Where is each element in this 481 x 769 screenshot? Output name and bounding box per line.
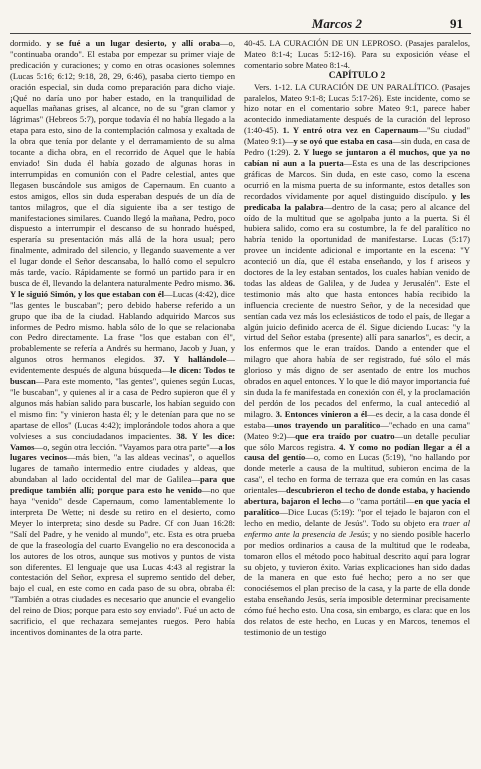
text-run: —"Su ciudad" (Mateo 9:1)— xyxy=(244,125,470,147)
commentary-paragraph xyxy=(10,38,235,638)
verse-text: a los lugares vecinos xyxy=(10,441,235,463)
section-title: Vers. 1-12. LA CURACIÓN DE UN PARALÍTICO. xyxy=(254,81,439,92)
section-title: 40-45. LA CURACIÓN DE UN LEPROSO. xyxy=(244,38,403,48)
text-run: —o, como en Lucas (5:19), "no hallando por donde meterle a causa de la multitud, subieron encima de la casa", el techo en forma de terraza que era común en las casas orientales— xyxy=(244,452,470,496)
commentary-paragraph xyxy=(244,82,470,638)
verse-text: que era traído por cuatro xyxy=(295,430,395,441)
page-header xyxy=(10,6,471,32)
text-run: —evidentemente después de alguna búsqueda— xyxy=(10,354,235,376)
verse-text: y les predicaba la palabra xyxy=(244,190,470,212)
text-run: (Pasajes paralelos, Mateo 9:1-8; Lucas 5:17-26). Este incidente, como se hizo notar en el comentario sobre Mateo 9:1, parece haber acontecido inmediatamente después de la curación del leproso (1:40-45). xyxy=(244,81,470,136)
verse-text: 4. Y como no podían llegar a él a causa del gentío xyxy=(244,441,470,463)
page-number: 91 xyxy=(450,16,463,31)
text-run: —no que haya "venido" desde Capernaum, como lamentablemente lo interpreta De Wette; ni desde su retiro en el desierto, como Meyer lo interpreta; sino desde su Padre. Cf con Juan 16:28: "Salí del Padre, y he venido al mundo", etc. Esta es otra prueba de que la fraseología del cuarto Evangelio no era desconocida a los autores de los otros, aunque sus motivos y puntos de vista son diferentes. El lenguaje que usa Lucas 4:43 al registrar la contestación del Señor, expresa el supremo sentido del deber, bajo el cual, en este como en cada paso de su obra, obraba él: "También a otras ciudades es necesario que anuncie el evangelio del reino de Dios; porque para esto soy enviado". Fué un acto de sacrificio, el que rechazara semejantes ruegos. Pero había incentivos dominantes de la otra parte. xyxy=(10,485,235,637)
text-run: —o, "continuaba orando". El estaba por empezar su primer viaje de predicación y curaciones; y como en otras ocasiones solemnes (Lucas 5:16; 6:12; 9:18, 28, 29, 6:46), pasaba cierto tiempo en oración especial, sin duda como preparación para dicho viaje. ¡Qué no daría uno por haber estado, en la tranquilidad de aquellas mañanas grises, al alcance, no de su "gran clamor y lágrimas" (Hebreos 5:7), porque todavía él no había llegado a la etapa para esto, sino de la contemplación calmosa y exaltada de la obra que tenía por delante y el derramamiento de su alma tocante a dicha obra, en el recorrido de Aquel que le había enviado! Sin duda él había gozado de algunas horas in interrumpidas en comunión con el Padre celestial, antes que llegasen buscándole sus amigos de Capernaum. En cuanto a estos amigos, ellos sin duda esperaban después de un día de tantos milagros, que el día siguiente iba a ser testigo de manifestaciones similares. Cuando llegó la mañana, Pedro, poco dispuesto a interrumpir el descanso de su honrado huésped, esperaría su presentación más allá de la hora usual; pero finalmente, admirado del silencio, y llegando suavemente a ver el lugar donde el Señor descansaba, lo halló como el sepulcro más tarde, vacío. Rápidamente se formó un partido para ir en busca de él, llevando la delantera naturalmente Pedro mismo. xyxy=(10,38,235,288)
text-run: (Pasajes paralelos, Mateo 8:1-4; Lucas 5:12-16). Para su exposición véase el comentario sobre Mateo 8:1-4. xyxy=(244,38,470,70)
text-run: —sin duda, en casa de Pedro (1:29). xyxy=(244,136,470,158)
verse-text: 38. Y les dice: Vamos xyxy=(10,430,235,452)
verse-text: en que yacía el paralítico xyxy=(244,496,470,517)
chapter-heading: CAPÍTULO 2 xyxy=(328,70,386,81)
text-run: —dentro de la casa; pero al alcance del oído de la multitud que se agolpaba junto a la puerta. Si él hubiera salido, como era su costumbre, la fe del paralítico no habría tenido la oportunidad de manifestarse. Lucas (5:17) provee un incidente adicional e importante en la escena: "Y aconteció un día, que él estaba enseñando, y los f ariseos y doctores de la ley estaban sentados, los cuales habían venido de todas las aldeas de Galilea, y de Judea y Jerusalén". Este el testimonio más alto que hasta entonces había recibido la influencia creciente de nuestro Señor, y de la necesidad que sentían cada vez más los eclesiásticos de todo el país, de llegar a algún juicio definido acerca de él. Sigue diciendo Lucas: "y la virtud del Señor estaba (presente) allí para sanarlos", es decir, a los enfermos que le eran traídos. Dando a entender que el milagro que ahora había de ser registrado, fué sólo el más glorioso y más digno de ser asentado de entre los muchos obrados en aquel entonces. Y lo que le dió mayor importancia fué sin duda la fe manifestada en conexión con él, y la proclamación del perdón de los pecados del enfermo, la cual antecedió al milagro. xyxy=(244,201,470,419)
verse-text: y se fué a un lugar desierto, y allí oraba xyxy=(46,38,220,48)
text-run: —o, según otra lección. "Vayamos para otra parte"— xyxy=(34,441,219,452)
text-run: —Esta es una de las descripciones gráficas de Marcos. Sin duda, en este caso, como la escena ocurrió en la misma puerta de su informante, estos detalles son recordados vívidamente por aquel distinguido discípulo. xyxy=(244,157,470,201)
text-run: —Lucas (4:42), dice "las gentes le buscaban"; pero debido haberse referido a un grupo que iba de la ciudad. Hablando adquirido Marcos sus informes de Pedro mismo. habla sólo de lo que se relacionaba con Pedro directamente. La frase "los que estaban con él", probablemente se refería a Andrés su hermano, Jacob y Juan, y algunos otros hermanos elegidos. xyxy=(10,288,235,365)
text-run: —Para este momento, "las gentes", quienes según Lucas, "le buscaban", y quienes al ir a casa de Pedro supieron que él y algunos más habían salido para buscarle, los habían seguido con el mismo fin: "y vinieron hasta él; y le detenían para que no se apartase de ellos" (Lucas 4:42); implorándole todos ahora a que volvieses a sus conciudadanos impacientes. xyxy=(10,376,235,441)
text-run: —"echado en una cama" (Mateo 9:2)— xyxy=(244,419,470,441)
right-column xyxy=(244,38,470,765)
text-run: ; y no siendo posible hacerlo por medios ordinarios a causa de la multitud que le rodeaba, tomaron ellos el método poco habitual descrito aquí para lograr su objeto, y tuvieron éxito. Varias explicaciones han sido dadas de la manera en que esto fué hecho; pero a no ser que conociésemos el plan preciso de la casa, y la parte de ella donde estaba enseñando Jesús, sería imposible determinar precisamente cómo fué hecho esto. Una cosa, sin embargo, es clara: que en los dos relatos de este hecho, en Lucas y en Marcos, tenemos el testimonio de un testigo xyxy=(244,528,470,637)
verse-text: 1. Y entró otra vez en Capernaum xyxy=(282,125,419,136)
verse-text: 2. Y luego se juntaron a él muchos, que ya no cabían ni aun a la puerta xyxy=(244,147,470,168)
verse-text: para que predique también allí; porque para esto he venido xyxy=(10,474,235,496)
verse-text: 36. Y le siguió Simón, y los que estaban con él xyxy=(10,277,235,299)
section-paragraph xyxy=(244,38,470,71)
text-run: —más bien, "a las aldeas vecinas", o aquellos lugares de tamaño intermedio entre ciudades y aldeas, que abundaban al lado occidental del mar de Galilea— xyxy=(10,452,235,485)
text-run: —un detalle peculiar que sólo Marcos registra. xyxy=(244,430,470,452)
verse-text: unos trayendo un paralítico xyxy=(274,419,381,430)
verse-text: le dicen: Todos te buscan xyxy=(10,365,235,387)
text-run: dormido. xyxy=(10,38,47,48)
header-rule xyxy=(10,33,471,34)
running-title: Marcos 2 xyxy=(311,16,362,31)
verse-text: y se oyó que estaba en casa xyxy=(293,136,393,147)
left-column xyxy=(10,38,235,765)
verse-text: 3. Entonces vinieron a él xyxy=(275,408,368,419)
verse-text: descubrieron el techo de donde estaba, y haciendo abertura, bajaron el lecho xyxy=(244,485,470,507)
text-run: —Dice Lucas (5:19): "por el tejado le bajaron con el lecho en medio, delante de Jesús". Todo su objeto era xyxy=(244,506,470,528)
text-run: —es decir, a la casa donde él estaba— xyxy=(244,408,470,430)
text-run: —o "cama portátil— xyxy=(341,496,415,507)
italic-text: traer al enfermo ante la presencia de Jesús xyxy=(244,517,470,539)
verse-text: 37. Y hallándole xyxy=(153,354,227,365)
